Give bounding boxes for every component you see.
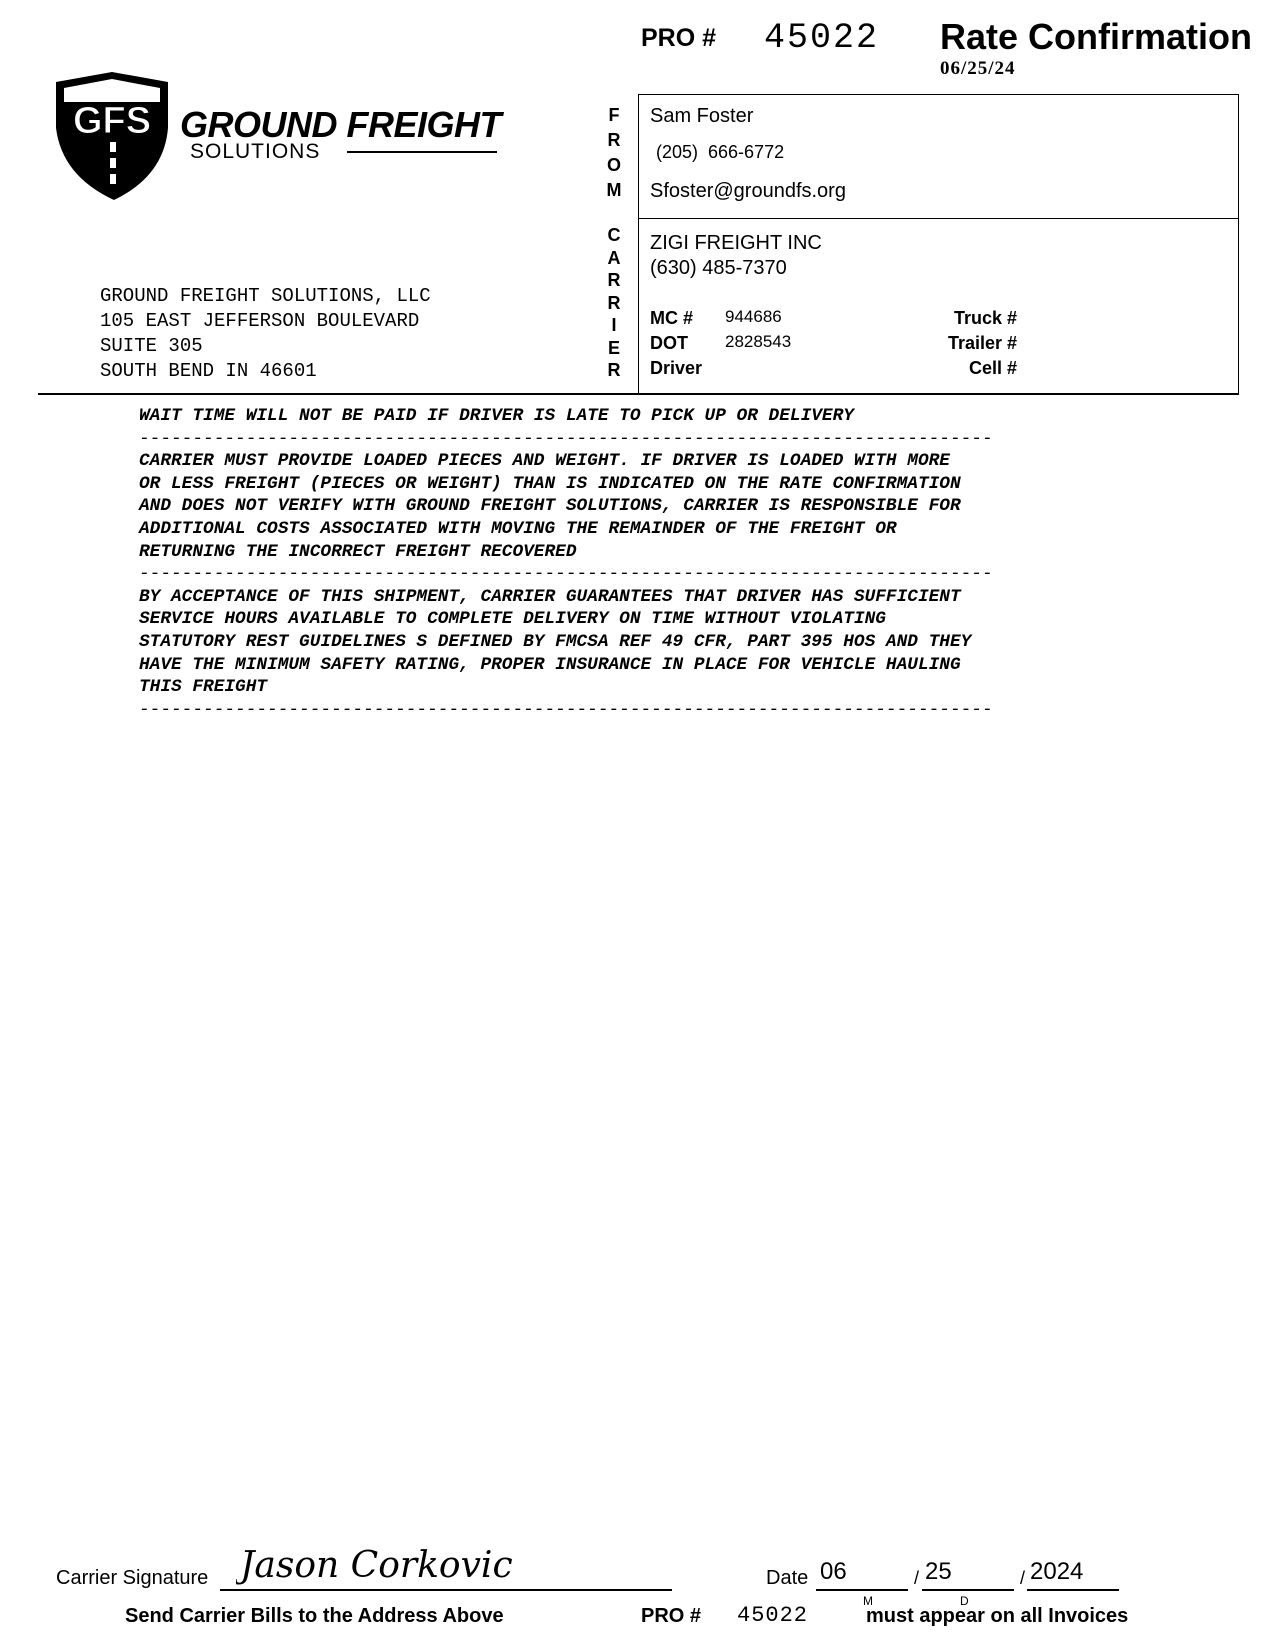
signature-text: Jason Corkovic <box>240 1545 513 1586</box>
trailer-label: Trailer # <box>947 333 1017 353</box>
address-line: 105 EAST JEFFERSON BOULEVARD <box>100 310 420 332</box>
terms-line: HAVE THE MINIMUM SAFETY RATING, PROPER INSURANCE IN PLACE FOR VEHICLE HAULING <box>139 654 961 675</box>
date-slash: / <box>914 1568 920 1588</box>
logo-rule <box>347 151 497 153</box>
terms-separator: -------------------------------------------------------------------------------- <box>139 428 993 449</box>
logo-wordmark: GROUND FREIGHT <box>180 104 501 145</box>
header-divider <box>38 393 1239 395</box>
terms-line: WAIT TIME WILL NOT BE PAID IF DRIVER IS LATE TO PICK UP OR DELIVERY <box>139 406 854 426</box>
footer-pro-number: 45022 <box>737 1603 809 1628</box>
carrier-phone: (630) 485-7370 <box>650 257 787 279</box>
side-letter: O <box>606 155 621 175</box>
from-phone: (205) 666-6772 <box>656 142 785 162</box>
side-letter: E <box>607 337 620 358</box>
signature-label: Carrier Signature <box>56 1567 209 1589</box>
page-title: Rate Confirmation <box>940 16 1253 57</box>
side-letter: R <box>607 360 621 380</box>
terms-section <box>139 405 1159 721</box>
date-year-line <box>1027 1589 1119 1591</box>
side-letter: A <box>607 247 621 268</box>
from-email: Sfoster@groundfs.org <box>650 180 846 202</box>
document-date: 06/25/24 <box>940 58 1016 79</box>
address-line: SOUTH BEND IN 46601 <box>100 360 317 382</box>
terms-line: BY ACCEPTANCE OF THIS SHIPMENT, CARRIER GUARANTEES THAT DRIVER HAS SUFFICIENT <box>139 586 961 607</box>
logo-wordmark-sub: SOLUTIONS <box>190 140 321 163</box>
truck-label: Truck # <box>953 308 1017 328</box>
date-month-line <box>816 1589 908 1591</box>
from-side-label <box>604 103 624 203</box>
side-letter: R <box>607 130 621 150</box>
side-letter: C <box>607 225 621 245</box>
terms-line: RETURNING THE INCORRECT FREIGHT RECOVERED <box>139 541 577 562</box>
terms-line: AND DOES NOT VERIFY WITH GROUND FREIGHT SOLUTIONS, CARRIER IS RESPONSIBLE FOR <box>139 496 961 517</box>
driver-label: Driver <box>650 358 703 378</box>
terms-separator: -------------------------------------------------------------------------------- <box>139 564 993 585</box>
date-year[interactable]: 2024 <box>1030 1558 1084 1585</box>
from-name: Sam Foster <box>650 105 754 127</box>
carrier-signature <box>236 1535 516 1595</box>
date-month[interactable]: 06 <box>820 1558 847 1585</box>
terms-line: SERVICE HOURS AVAILABLE TO COMPLETE DELIVERY ON TIME WITHOUT VIOLATING <box>139 609 886 630</box>
date-label: Date <box>766 1567 809 1589</box>
terms-line: THIS FREIGHT <box>139 677 268 698</box>
pro-number: 45022 <box>764 18 880 58</box>
side-letter: M <box>606 180 622 200</box>
mc-label: MC # <box>650 308 694 328</box>
invoice-note: must appear on all Invoices <box>866 1605 1129 1627</box>
date-day-line <box>922 1589 1014 1591</box>
address-line: GROUND FREIGHT SOLUTIONS, LLC <box>100 285 431 307</box>
pro-label: PRO # <box>641 24 717 52</box>
month-sub-label: M <box>863 1594 873 1608</box>
company-address <box>100 284 431 384</box>
footer-pro-label: PRO # <box>641 1605 702 1627</box>
address-line: SUITE 305 <box>100 335 203 357</box>
side-letter: R <box>607 292 621 313</box>
logo-initials: GFS <box>72 100 152 142</box>
terms-line: STATUTORY REST GUIDELINES S DEFINED BY FMCSA REF 49 CFR, PART 395 HOS AND THEY <box>139 631 972 652</box>
dot-value: 2828543 <box>725 332 792 351</box>
terms-line: OR LESS FREIGHT (PIECES OR WEIGHT) THAN IS INDICATED ON THE RATE CONFIRMATION <box>139 473 961 494</box>
terms-line: CARRIER MUST PROVIDE LOADED PIECES AND WEIGHT. IF DRIVER IS LOADED WITH MORE <box>139 451 950 472</box>
side-letter: F <box>608 105 620 125</box>
day-sub-label: D <box>960 1594 969 1608</box>
mc-value: 944686 <box>725 307 782 326</box>
date-slash: / <box>1020 1568 1026 1588</box>
dot-label: DOT <box>650 333 688 353</box>
date-day[interactable]: 25 <box>925 1558 952 1585</box>
side-letter: R <box>607 270 621 290</box>
terms-line: ADDITIONAL COSTS ASSOCIATED WITH MOVING THE REMAINDER OF THE FREIGHT OR <box>139 518 897 539</box>
terms-separator: -------------------------------------------------------------------------------- <box>139 699 993 720</box>
carrier-name: ZIGI FREIGHT INC <box>650 232 822 254</box>
side-letter: I <box>611 315 617 335</box>
carrier-side-label <box>604 224 624 382</box>
cell-label: Cell # <box>968 358 1017 378</box>
bills-instruction: Send Carrier Bills to the Address Above <box>125 1605 504 1627</box>
